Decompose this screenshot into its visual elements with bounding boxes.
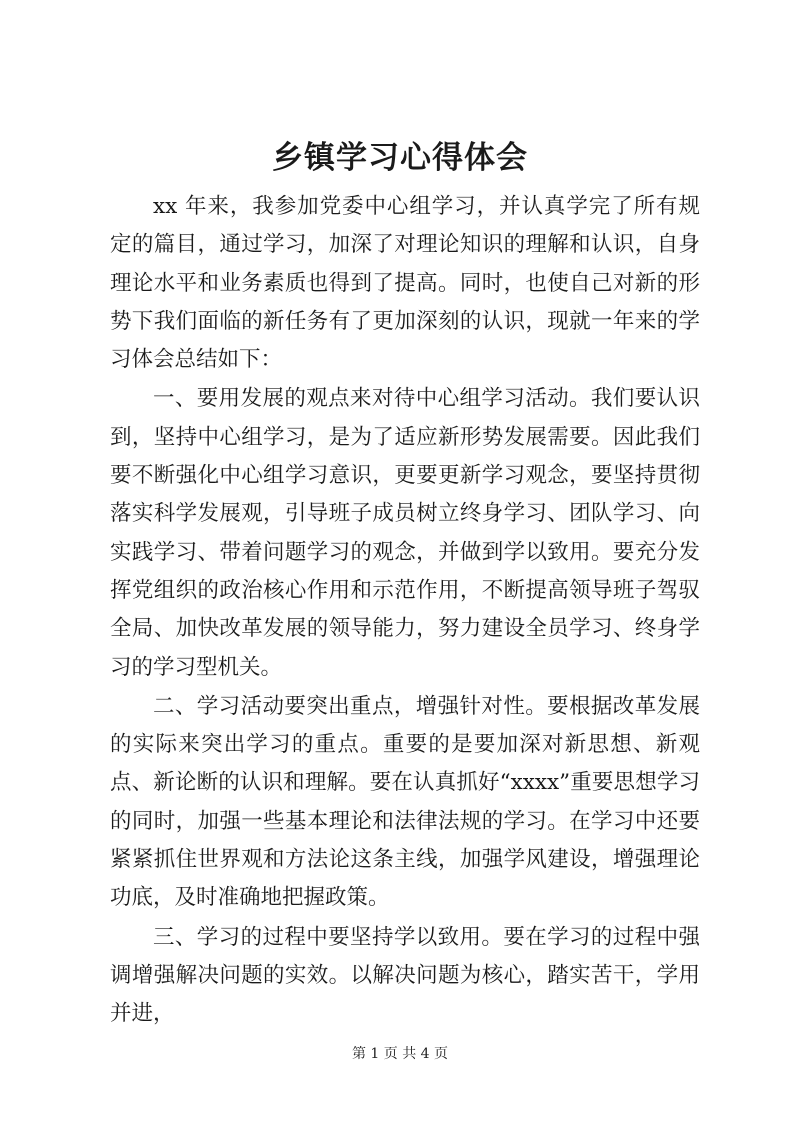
paragraph-intro: xx 年来，我参加党委中心组学习，并认真学完了所有规定的篇目，通过学习，加深了对理论知识的理解和认识，自身理论水平和业务素质也得到了提高。同时，也使自己对新的形势下我们面临的新任务有了更加深刻的认识，现就一年来的学习体会总结如下： <box>110 194 700 373</box>
document-body <box>110 188 700 1035</box>
paragraph-section-2: 二、学习活动要突出重点，增强针对性。要根据改革发展的实际来突出学习的重点。重要的是要加深对新思想、新观点、新论断的认识和理解。要在认真抓好“xxxx”重要思想学习的同时，加强一些基本理论和法律法规的学习。在学习中还要紧紧抓住世界观和方法论这条主线，加强学风建设，增强理论功底，及时准确地把握政策。 <box>110 693 700 911</box>
paragraph-section-1: 一、要用发展的观点来对待中心组学习活动。我们要认识到，坚持中心组学习，是为了适应新形势发展需要。因此我们要不断强化中心组学习意识，更要更新学习观念，要坚持贯彻落实科学发展观，引导班子成员树立终身学习、团队学习、向实践学习、带着问题学习的观念，并做到学以致用。要充分发挥党组织的政治核心作用和示范作用，不断提高领导班子驾驭全局、加快改革发展的领导能力，努力建设全员学习、终身学习的学习型机关。 <box>110 386 700 680</box>
page-number-footer: 第 1 页 共 4 页 <box>351 1046 449 1062</box>
document-title: 乡镇学习心得体会 <box>272 140 528 176</box>
paragraph-section-3: 三、学习的过程中要坚持学以致用。要在学习的过程中强调增强解决问题的实效。以解决问题为核心，踏实苦干，学用并进， <box>110 924 700 1027</box>
